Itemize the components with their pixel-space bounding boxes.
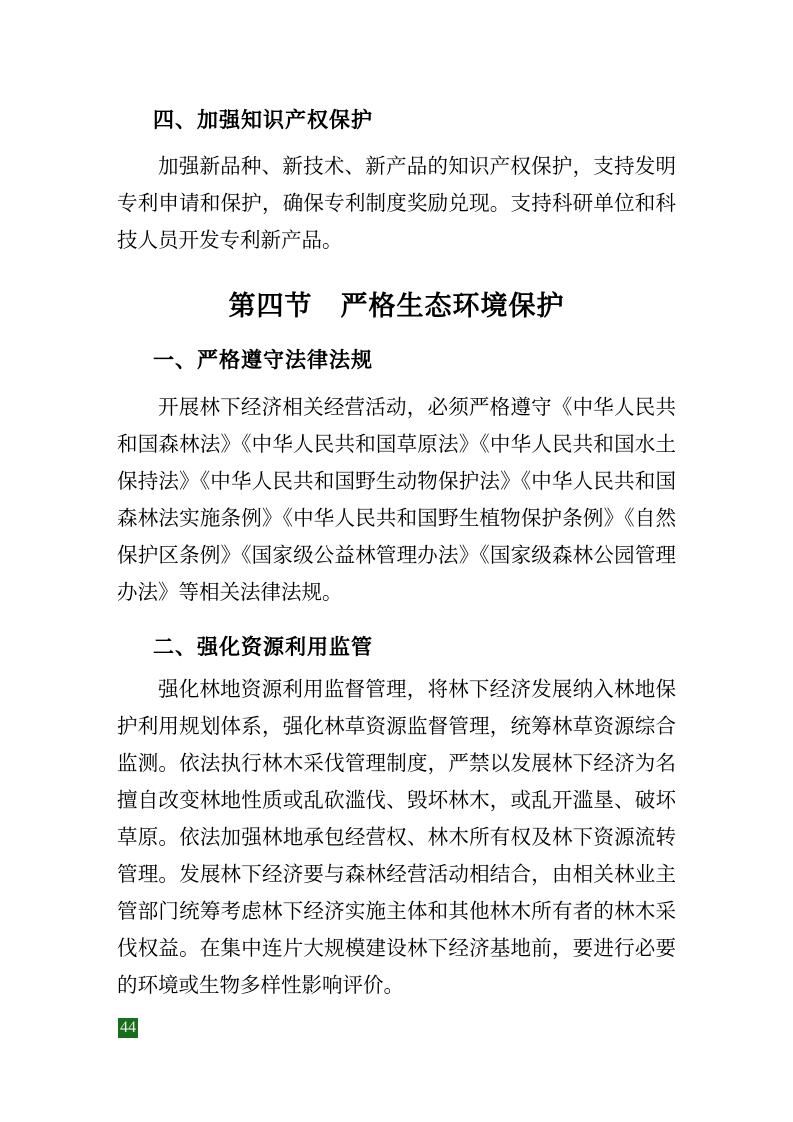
text-column <box>117 0 676 1005</box>
heading-obey-laws: 一、严格遵守法律法规 <box>153 349 373 372</box>
heading-resource-supervision: 二、强化资源利用监管 <box>153 636 373 659</box>
page-number-badge: 44 <box>120 1019 136 1036</box>
paragraph-ip-protection: 加强新品种、新技术、新产品的知识产权保护，支持发明专利申请和保护，确保专利制度奖励兑现。支持科研单位和科技人员开发专利新产品。 <box>117 156 676 252</box>
paragraph-resource-supervision: 强化林地资源利用监督管理，将林下经济发展纳入林地保护利用规划体系，强化林草资源监督管理，统筹林草资源综合监测。依法执行林木采伐管理制度，严禁以发展林下经济为名擅自改变林地性质或乱砍滥伐、毁坏林木，或乱开滥垦、破坏草原。依法加强林地承包经营权、林木所有权及林下资源流转管理。发展林下经济要与森林经营活动相结合，由相关林业主管部门统筹考虑林下经济实施主体和其他林木所有者的林木采伐权益。在集中连片大规模建设林下经济基地前，要进行必要的环境或生物多样性影响评价。 <box>117 679 676 997</box>
section-title: 第四节 严格生态环境保护 <box>228 291 565 321</box>
heading-ip-protection: 四、加强知识产权保护 <box>153 109 373 132</box>
paragraph-obey-laws: 开展林下经济相关经营活动，必须严格遵守《中华人民共和国森林法》《中华人民共和国草原法》《中华人民共和国水土保持法》《中华人民共和国野生动物保护法》《中华人民共和国森林法实施条例》《中华人民共和国野生植物保护条例》《自然保护区条例》《国家级公益林管理办法》《国家级森林公园管理办法》等相关法律法规。 <box>117 397 676 604</box>
